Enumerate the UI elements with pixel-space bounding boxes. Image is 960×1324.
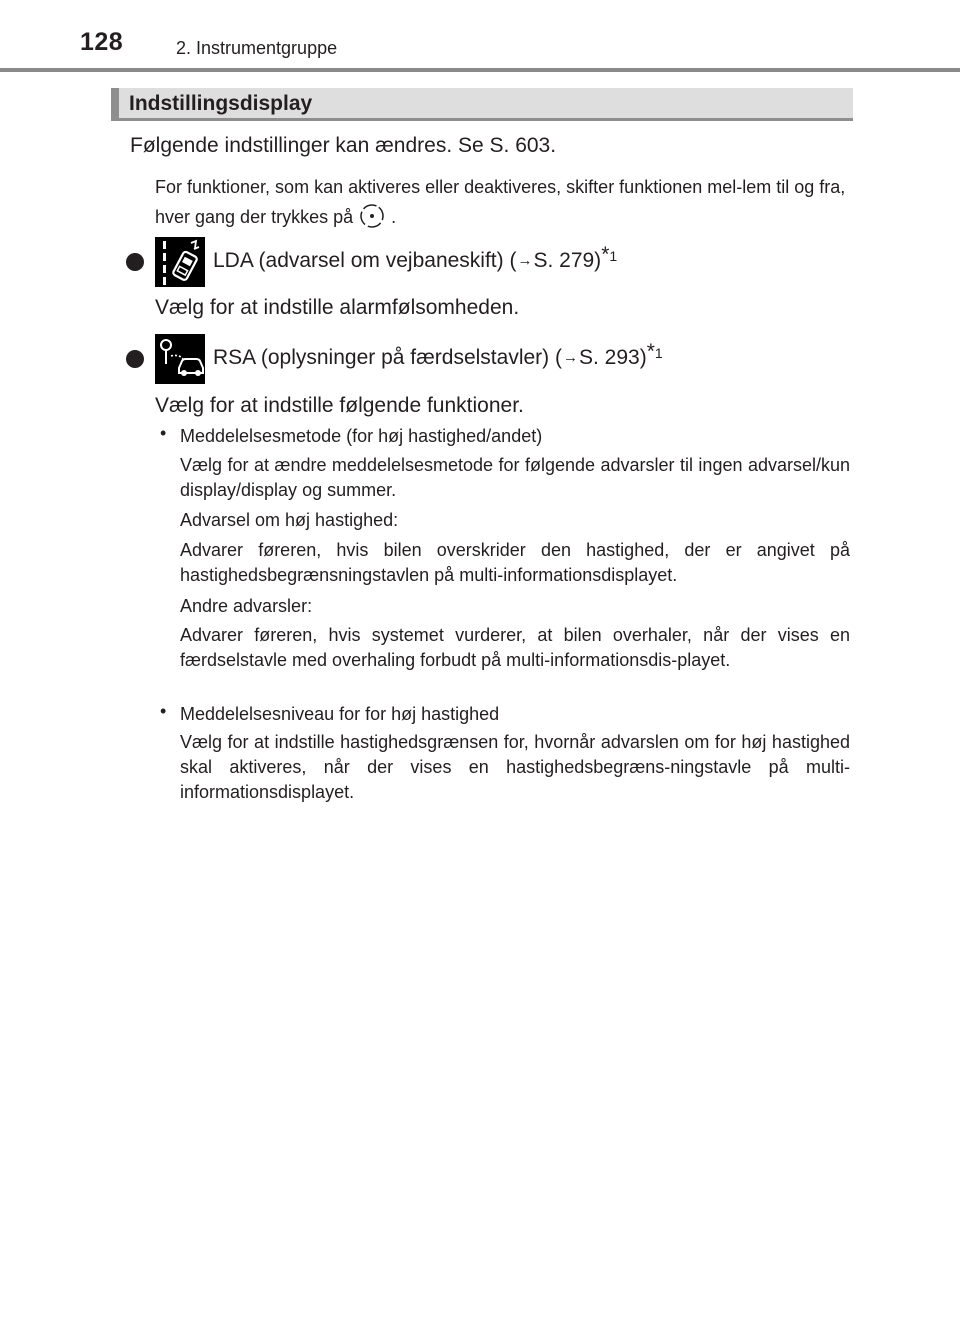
lead-paragraph: Følgende indstillinger kan ændres. Se S. 603. xyxy=(130,134,557,157)
footnote-number: 1 xyxy=(654,345,663,361)
bullet-dot xyxy=(126,253,144,271)
lda-page-ref[interactable]: S. 279) xyxy=(533,249,602,272)
note-paragraph xyxy=(155,172,851,232)
sub-item-title: Meddelelsesmetode (for høj hastighed/andet) xyxy=(180,426,543,446)
footnote-number: 1 xyxy=(609,248,618,264)
sub-item-paragraph: Advarsel om høj hastighed: xyxy=(180,510,399,530)
section-title: Indstillingsdisplay xyxy=(129,92,313,115)
arrow-icon: → xyxy=(517,252,533,269)
footnote-star: * xyxy=(601,243,610,266)
sub-item-paragraph: Andre advarsler: xyxy=(180,596,313,616)
lda-description: Vælg for at indstille alarmfølsomheden. xyxy=(155,296,520,319)
page-number: 128 xyxy=(80,28,124,56)
rsa-road-sign-assist-icon xyxy=(155,334,205,384)
section-heading-bar xyxy=(111,88,853,121)
chapter-title: 2. Instrumentgruppe xyxy=(176,38,338,58)
footnote-mark xyxy=(646,340,663,363)
rsa-page-ref[interactable]: S. 293) xyxy=(578,346,647,369)
arrow-icon: → xyxy=(562,349,578,366)
header-divider xyxy=(0,68,960,72)
lda-label-text: LDA (advarsel om vejbaneskift) ( xyxy=(213,249,517,272)
lda-label xyxy=(213,243,618,273)
enter-button-icon xyxy=(359,203,385,229)
lda-lane-departure-icon xyxy=(155,237,205,287)
sub-item-title: Meddelelsesniveau for for høj hastighed xyxy=(180,704,500,724)
bullet-dot xyxy=(126,350,144,368)
footnote-star: * xyxy=(646,340,655,363)
sub-item-paragraph: Vælg for at ændre meddelelsesmetode for følgende advarsler til ingen advarsel/kun display/display og summer. xyxy=(180,455,850,500)
note-text: For funktioner, som kan aktiveres eller deaktiveres, skifter funktionen mel-lem til og fra, hver gang der trykkes på xyxy=(155,177,846,227)
sub-item-paragraph: Advarer føreren, hvis systemet vurderer, at bilen overhaler, når der vises en færdselstavle med overhaling forbudt på multi-informationsdis-playet. xyxy=(180,625,850,670)
sub-bullet-dot: • xyxy=(160,701,167,721)
note-text-end: . xyxy=(391,207,397,227)
rsa-label xyxy=(213,340,663,370)
page-header xyxy=(0,0,960,74)
rsa-label-text: RSA (oplysninger på færdselstavler) ( xyxy=(213,346,562,369)
sub-bullet-dot: • xyxy=(160,423,167,443)
footnote-mark xyxy=(601,243,618,266)
sub-item-paragraph: Advarer føreren, hvis bilen overskrider den hastighed, der er angivet på hastighedsbegrænsningstavlen på multi-informationsdisplayet. xyxy=(180,540,850,585)
sub-item-paragraph: Vælg for at indstille hastighedsgrænsen for, hvornår advarslen om for høj hastighed skal aktiveres, når der vises en hastighedsbegræns-ningstavle på multi-informationsdisplayet. xyxy=(180,732,850,802)
rsa-description: Vælg for at indstille følgende funktioner. xyxy=(155,394,524,417)
